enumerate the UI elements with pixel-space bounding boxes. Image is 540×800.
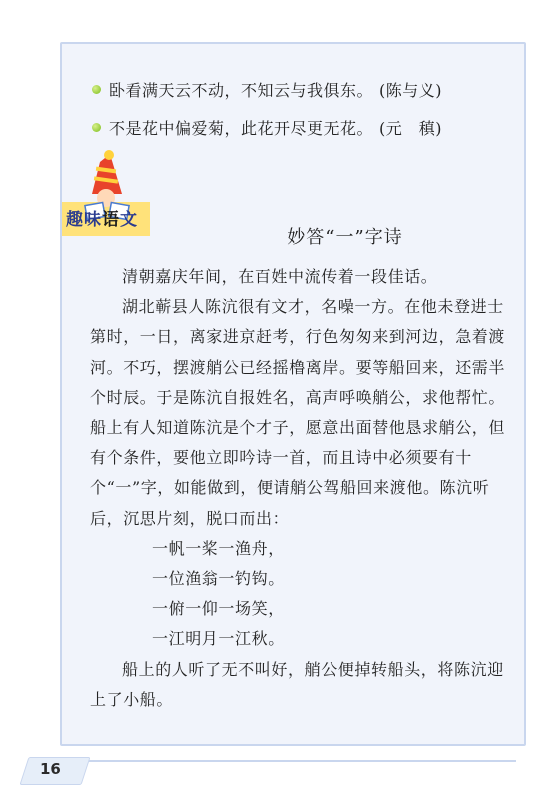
paragraph: 湖北蕲县人陈沆很有文才，名噪一方。在他未登进士第时，一日，离家进京赶考，行色匆匆来到河边，急着渡河。不巧，摆渡艄公已经摇橹离岸。要等船回来，还需半个时辰。于是陈沆自报姓名，高声呼唤艄公，求他帮忙。船上有人知道陈沆是个才子，愿意出面替他恳求艄公，但有个条件，要他立即吟诗一首，而且诗中必须要有十个“一”字，如能做到，便请艄公驾船回来渡他。陈沆听后，沉思片刻，脱口而出： [90,297,506,528]
quote-text: 卧看满天云不动，不知云与我俱东。 [109,81,374,100]
story-body [90,262,505,715]
poem [90,534,505,655]
quote-author: (陈与义) [379,81,443,100]
quote-author: (元 稹) [379,119,443,138]
page-number: 16 [40,760,61,778]
section-label-char: 文 [120,210,138,230]
story-title [0,223,540,249]
green-bullet-icon [92,85,101,94]
quote-text: 不是花中偏爱菊，此花开尽更无花。 [109,119,374,138]
story-title-text: 妙答“一”字诗 [287,227,403,248]
section-label-char: 趣 [66,210,84,230]
paragraph: 清朝嘉庆年间，在百姓中流传着一段佳话。 [122,267,438,286]
green-bullet-icon [92,123,101,132]
section-label-char: 味 [84,210,102,230]
quote-line [92,116,442,139]
quote-line [92,78,442,101]
section-label-char: 语 [102,210,120,230]
poem-line: 一江明月一江秋。 [152,629,285,649]
paragraph: 船上的人听了无不叫好，艄公便掉转船头，将陈沆迎上了小船。 [90,659,504,709]
poem-line: 一帆一桨一渔舟， [152,538,285,558]
poem-line: 一位渔翁一钓钩。 [152,569,285,589]
poem-line: 一俯一仰一场笑， [152,599,285,619]
